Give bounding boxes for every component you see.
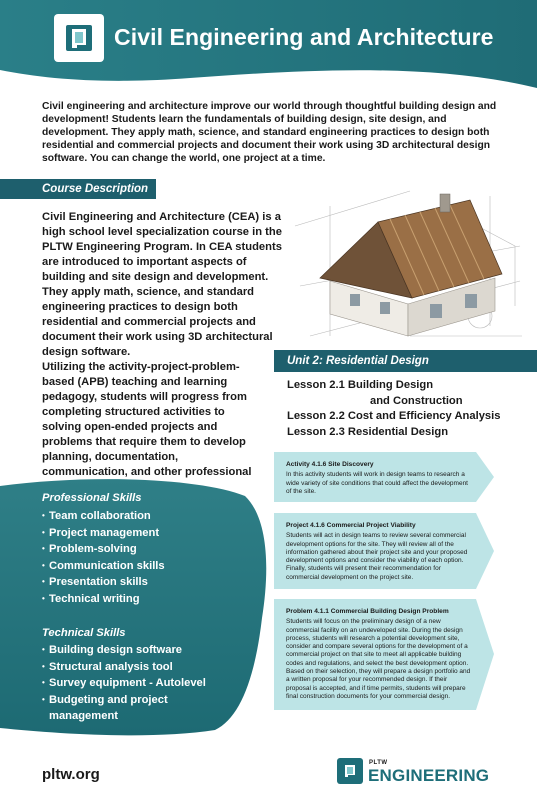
activity-title: Problem 4.1.1 Commercial Building Design Problem (286, 608, 449, 615)
activity-card (274, 452, 494, 502)
skill-item: • Survey equipment - Autolevel (42, 675, 242, 692)
lesson-item: Lesson 2.3 Residential Design (287, 425, 449, 438)
lesson-item: Lesson 2.1 Building Design (287, 379, 434, 391)
footer-url[interactable]: pltw.org (42, 766, 100, 783)
activity-title: Activity 4.1.6 Site Discovery (286, 461, 374, 468)
activity-text: Students will focus on the preliminary design of a new commercial facility on an undeveloped site. During the design process, students will research a potential development site, consider and compare several options for the development of a commercial project on that site to meet all applicable building codes and regulations, and select the best development option. Based on their selection, they will prepare a design portfolio and a written proposal for your recommended design. If their proposal is accepted, and if time permits, students will prepare final construction documents for your commercial design. (286, 618, 471, 700)
course-description-body (42, 210, 292, 495)
activity-title: Project 4.1.6 Commercial Project Viability (286, 522, 416, 529)
skill-item: • Problem-solving (42, 541, 242, 558)
activity-text: In this activity students will work in design teams to research a wide variety of site conditions that could affect the development of the site. (286, 471, 468, 495)
activity-card (274, 599, 494, 710)
lesson-item: Lesson 2.2 Cost and Efficiency Analysis (287, 410, 501, 422)
footer-logo-engineering: ENGINEERING (368, 766, 490, 785)
activity-text: Students will act in design teams to review several commercial development options for the site. They will review all of the information gathered about their project site and your proposed development options and consider the viability of each option. Finally, students will present their recommendation for commercial development on the project site. (286, 532, 468, 581)
professional-skills-list (42, 508, 242, 607)
technical-skills-list (42, 642, 242, 725)
lesson-list (287, 378, 532, 440)
skill-item: • Project management (42, 525, 242, 542)
footer-logo-pltw: PLTW (369, 760, 388, 766)
intro-paragraph: Civil engineering and architecture improve our world through thoughtful building design and development! Students learn the fundamentals of building design, site design, and development. They apply math, science, and standard engineering practices to design both residential and commercial projects and document their work using 3D architectural design software. You can change the world, one project at a time. (42, 101, 497, 164)
skill-item: • Technical writing (42, 591, 242, 608)
technical-skills-heading: Technical Skills (42, 627, 126, 639)
page-title: Civil Engineering and Architecture (114, 24, 494, 50)
skill-item: • Building design software (42, 642, 242, 659)
footer-logo (337, 758, 363, 784)
pltw-logo-icon (341, 762, 359, 780)
house-illustration (290, 186, 526, 346)
skill-item: • Communication skills (42, 558, 242, 575)
unit-heading: Unit 2: Residential Design (287, 355, 429, 367)
professional-skills-heading: Professional Skills (42, 492, 142, 504)
skill-item: • Structural analysis tool (42, 659, 242, 676)
pltw-logo-icon (64, 23, 94, 53)
skill-item: • Presentation skills (42, 574, 242, 591)
course-description-text-1: Civil Engineering and Architecture (CEA) is a high school level specialization course in the PLTW Engineering Program. In CEA students are introduced to important aspects of building and site design and development. They apply math, science, and standard engineering practices to design both residential and commercial projects and document their work using 3D architectural design software. (42, 211, 282, 358)
course-description-text-2: Utilizing the activity-project-problem-based (APB) teaching and learning pedagogy, students will progress from completing structured activities to solving open-ended projects and problems that require them to develop planning, documentation, communication, and other professional (42, 361, 252, 478)
course-description-heading: Course Description (42, 183, 149, 195)
pltw-logo (54, 14, 104, 62)
lesson-item-continuation: and Construction (370, 394, 463, 407)
skill-item: • Team collaboration (42, 508, 242, 525)
activity-card (274, 513, 494, 589)
skill-item: • Budgeting and project management (42, 692, 172, 725)
